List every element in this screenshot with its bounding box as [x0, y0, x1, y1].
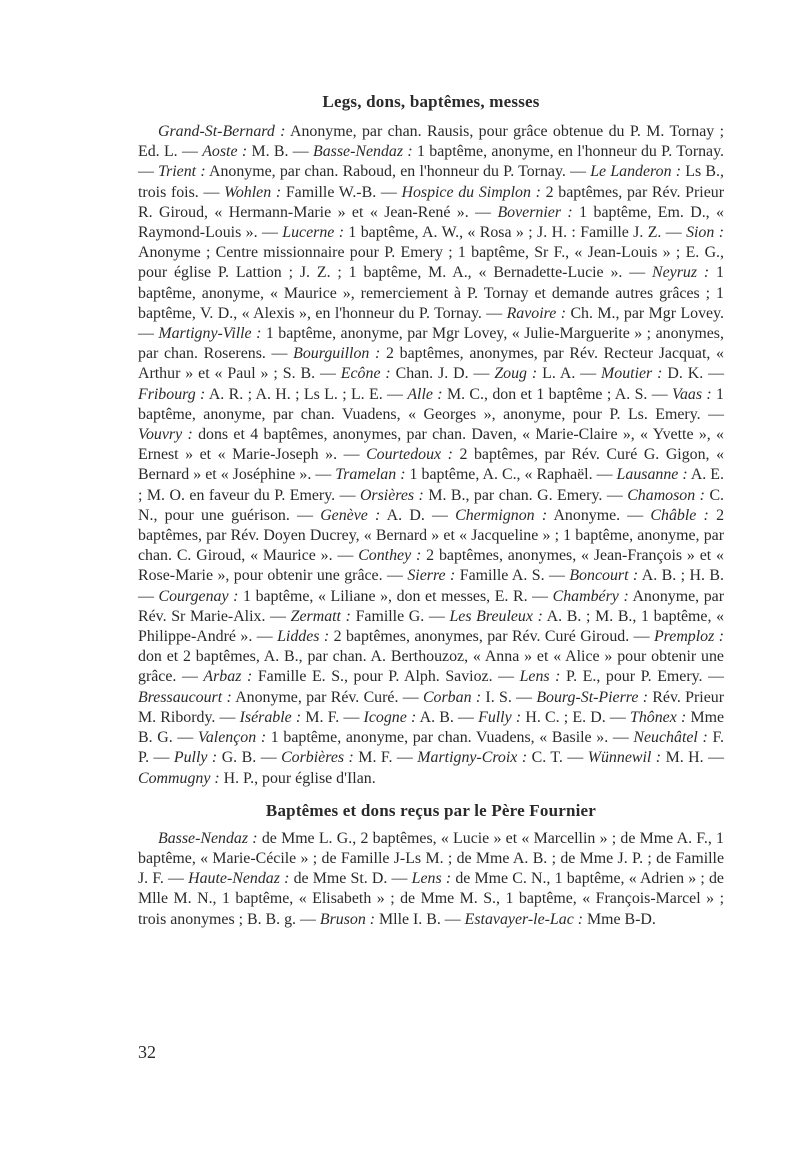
entry-text: 1 baptême, A. C., « Raphaël. — [405, 466, 617, 484]
place-name: Haute-Nendaz : [188, 870, 290, 888]
entry-text: Mme B. G. — [138, 708, 725, 747]
entry-text: Famille G. — [350, 607, 450, 625]
place-name: Wohlen : [224, 183, 282, 201]
place-name: Liddes : [277, 628, 330, 646]
place-name: Zoug : [494, 365, 538, 383]
entry-text: dons et 4 baptêmes, anonymes, par chan. Daven, « Marie-Claire », « Yvette », « Ernest » et « Marie-Joseph ». — [138, 426, 725, 464]
place-name: Bovernier : [497, 203, 573, 221]
entry-text: 1 baptême, A. W., « Rosa » ; J. H. : Famille J. Z. — [344, 224, 687, 242]
entry-text: M. C., don et 1 baptême ; A. S. — [442, 385, 672, 403]
place-name: Corban : [422, 688, 482, 706]
place-name: Sion : [686, 224, 724, 242]
entry-text: de Mme St. D. — [289, 870, 412, 888]
entry-text: 2 baptêmes, par Rév. Curé G. Gigon, « Bernard » et « Joséphine ». — [138, 446, 725, 484]
entry-text: A. R. ; A. H. ; Ls L. ; L. E. — [205, 385, 408, 403]
place-name: Vouvry : [138, 426, 193, 444]
entry-text: Anonyme, par Rév. Sr Marie-Alix. — [138, 587, 724, 625]
entry-text: Ls B., trois fois. — [138, 163, 724, 201]
place-name: Estavayer-le-Lac : [464, 910, 584, 928]
entry-text: F. P. — [138, 729, 724, 767]
entry-text: 2 baptêmes, anonymes, par Rév. Curé Giroud. — [329, 628, 654, 646]
place-name: Courtedoux : [366, 446, 453, 464]
entry-text: P. E., pour P. Emery. — [560, 668, 724, 686]
place-name: Conthey : [358, 547, 422, 565]
entry-text: 2 baptêmes, par Rév. Prieur R. Giroud, « Hermann-Marie » et « Jean-René ». — [138, 183, 725, 221]
place-name: Ravoire : [506, 304, 567, 322]
entry-text: Mlle I. B. — [375, 910, 465, 928]
place-name: Bruson : [319, 910, 376, 928]
entry-text: Anonyme, par chan. Raboud, en l'honneur du P. Tornay. — [205, 163, 591, 181]
place-name: Zermatt : [290, 607, 351, 625]
place-name: Sierre : [407, 567, 456, 585]
place-name: Basse-Nendaz : [313, 143, 413, 161]
place-name: Châble : [650, 506, 709, 524]
place-name: Corbières : [281, 749, 354, 767]
place-name: Orsières : [359, 486, 424, 504]
place-name: Valençon : [197, 729, 267, 747]
place-name: Bourguillon : [293, 345, 381, 363]
place-name: Martigny-Ville : [158, 325, 262, 343]
place-name: Grand-St-Bernard : [158, 123, 286, 140]
place-name: Aoste : [202, 143, 248, 161]
place-name: Trient : [158, 163, 206, 181]
entry-text: Famille A. S. — [455, 567, 570, 585]
entry-text: Anonyme ; Centre missionnaire pour P. Emery ; 1 baptême, Sr F., « Jean-Louis » ; E. G., pour église P. Lattion ; J. Z. ; 1 baptême, M. A., « Bernadette-Lucie ». — [138, 244, 724, 282]
place-name: Fribourg : [138, 385, 206, 403]
entry-text: de Mme C. N., 1 baptême, « Adrien » ; de Mlle M. N., 1 baptême, « Elisabeth » ; de Mme M. S., 1 baptême, « François-Marcel » ; trois anonymes ; B. B. g. — [138, 870, 724, 928]
place-name: Thônex : [630, 708, 687, 726]
place-name: Chambéry : [552, 587, 629, 605]
entry-text: I. S. — [481, 688, 537, 706]
entry-text: M. H. — [661, 749, 724, 767]
entry-text: 1 baptême, Em. D., « Raymond-Louis ». — [138, 203, 725, 242]
place-name: Martigny-Croix : [417, 749, 528, 767]
entry-text: Anonyme, par Rév. Curé. — [231, 688, 423, 706]
entry-text: M. B. — [247, 143, 314, 161]
place-name: Wünnewil : [587, 749, 662, 767]
entry-text: Anonyme, par chan. Rausis, pour grâce obtenue du P. M. Tornay ; Ed. L. — [138, 123, 725, 161]
entry-text: don et 2 baptêmes, A. B., par chan. A. Berthouzoz, « Anna » et « Alice » pour obtenir une grâce. — [138, 648, 724, 686]
place-name: Le Landeron : [590, 163, 682, 181]
place-name: Bressaucourt : [138, 688, 232, 706]
place-name: Basse-Nendaz : [158, 829, 258, 847]
place-name: Lens : [519, 668, 561, 686]
entry-text: C. N., pour une guérison. — [138, 486, 725, 524]
place-name: Lausanne : [616, 466, 688, 484]
place-name: Moutier : [601, 365, 663, 383]
place-name: Neyruz : [652, 264, 710, 282]
section-title-legs: Legs, dons, baptêmes, messes [322, 92, 540, 111]
place-name: Lens : [411, 870, 452, 888]
entry-text: Rév. Prieur M. Ribordy. — [138, 688, 724, 726]
entry-text: 1 baptême, anonyme, par Mgr Lovey, « Julie-Marguerite » ; anonymes, par chan. Roserens. — [138, 325, 724, 363]
entry-text: 1 baptême, anonyme, en l'honneur du P. Tornay. — [138, 143, 724, 181]
entry-text: A. B. — [416, 708, 479, 726]
place-name: Les Breuleux : [449, 607, 543, 625]
entry-text: H. C. ; E. D. — [521, 708, 630, 726]
entry-text: Famille W.-B. — [281, 183, 402, 201]
place-name: Icogne : [363, 708, 417, 726]
section-title-fournier: Baptêmes et dons reçus par le Père Fournier [265, 800, 597, 820]
place-name: Pully : [173, 749, 218, 767]
place-name: Isérable : [239, 708, 302, 726]
entry-text: Ch. M., par Mgr Lovey. — [138, 304, 724, 343]
place-name: Chermignon : [455, 506, 548, 524]
entry-text: Famille E. S., pour P. Alph. Savioz. — [252, 668, 520, 686]
place-name: Ecône : [340, 365, 391, 383]
place-name: Hospice du Simplon : [401, 183, 541, 201]
entry-text: Anonyme. — [547, 506, 651, 524]
entry-text: A. B. ; M. B., 1 baptême, « Philippe-André ». — [138, 607, 725, 646]
entry-text: de Mme L. G., 2 baptêmes, « Lucie » et « Marcellin » ; de Mme A. F., 1 baptême, « Marie-Cécile » ; de Famille J-Ls M. ; de Mme A. B. ; de Mme J. P. ; de Famille J. F. — [138, 829, 724, 888]
entry-text: C. T. — [527, 749, 588, 767]
entry-text: L. A. — [537, 365, 602, 383]
entry-text: 2 baptêmes, anonymes, par Rév. Recteur Jacquat, « Arthur » et « Paul » ; S. B. — [138, 345, 724, 383]
place-name: Chamoson : [627, 486, 705, 504]
page-number: 32 [138, 1042, 156, 1062]
place-name: Alle : [407, 385, 443, 403]
entry-text: A. E. ; M. O. en faveur du P. Emery. — [138, 466, 724, 504]
entry-text: M. F. — [353, 749, 418, 767]
entry-text: D. K. — [662, 365, 724, 383]
place-name: Genève : [320, 506, 381, 524]
entry-text: 1 baptême, anonyme, « Maurice », remerciement à P. Tornay et demande autres grâces ; 1 baptême, V. D., « Alexis », en l'honneur du P. Tornay. — [138, 264, 724, 322]
entry-text: 1 baptême, anonyme, par chan. Vuadens, « Basile ». — [266, 729, 634, 747]
place-name: Fully : [478, 708, 522, 726]
place-name: Neuchâtel : [633, 729, 708, 747]
page-content [138, 92, 724, 930]
entry-text: 1 baptême, « Liliane », don et messes, E. R. — [238, 587, 553, 605]
entry-text: M. F. — [301, 708, 364, 726]
entry-text: H. P., pour église d'Ilan. [219, 769, 376, 787]
place-name: Arbaz : [203, 668, 253, 686]
section-body-fournier [138, 829, 724, 930]
place-name: Bourg-St-Pierre : [536, 688, 649, 706]
place-name: Lucerne : [282, 224, 344, 242]
place-name: Courgenay : [158, 587, 239, 605]
entry-text: 2 baptêmes, anonymes, « Jean-François » et « Rose-Marie », pour obtenir une grâce. — [138, 547, 724, 585]
entry-text: Mme B-D. [583, 910, 656, 928]
entry-text: A. D. — [380, 506, 456, 524]
place-name: Tramelan : [335, 466, 406, 484]
entry-text: Chan. J. D. — [390, 365, 495, 383]
entry-text: 1 baptême, anonyme, par chan. Vuadens, « Georges », anonyme, pour P. Ls. Emery. — [138, 385, 724, 423]
section-body-legs [138, 122, 724, 789]
place-name: Vaas : [672, 385, 712, 403]
entry-text: A. B. ; H. B. — [138, 567, 724, 605]
entry-text: M. B., par chan. G. Emery. — [423, 486, 628, 504]
place-name: Premploz : [653, 628, 725, 646]
entry-text: G. B. — [217, 749, 282, 767]
place-name: Commugny : [138, 769, 220, 787]
entry-text: 2 baptêmes, par Rév. Doyen Ducrey, « Bernard » et « Jacqueline » ; 1 baptême, anonyme, par chan. C. Giroud, « Maurice ». — [138, 506, 725, 565]
place-name: Boncourt : [569, 567, 639, 585]
